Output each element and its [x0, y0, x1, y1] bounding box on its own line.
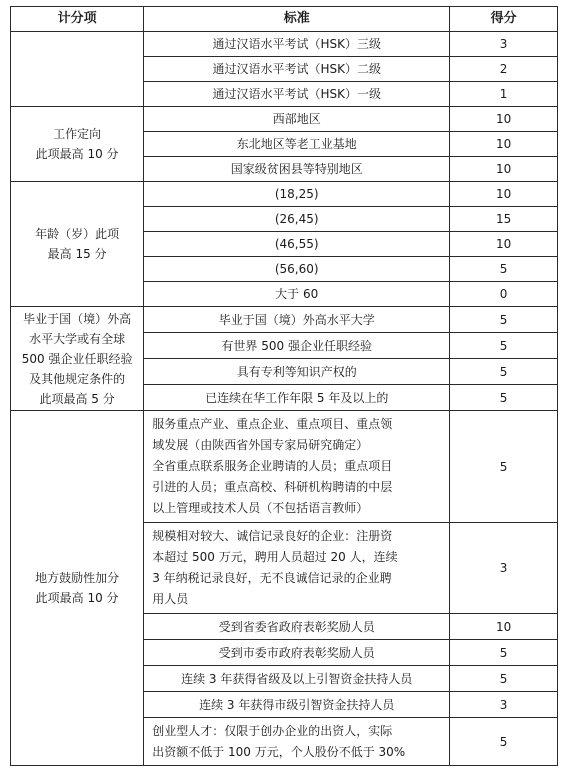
header-score: 得分 [450, 7, 558, 32]
score-cell: 10 [450, 157, 558, 182]
criteria-cell: 国家级贫困县等特别地区 [144, 157, 450, 182]
score-cell: 15 [450, 207, 558, 232]
criteria-cell: 已连续在华工作年限 5 年及以上的 [144, 385, 450, 411]
header-category: 计分项 [11, 7, 144, 32]
table-row [11, 32, 558, 57]
criteria-cell: 通过汉语水平考试（HSK）二级 [144, 57, 450, 82]
criteria-cell: 连续 3 年获得市级引智资金扶持人员 [144, 692, 450, 718]
score-cell: 5 [450, 359, 558, 385]
criteria-cell: 具有专利等知识产权的 [144, 359, 450, 385]
score-cell: 0 [450, 282, 558, 307]
table-body [11, 32, 558, 766]
score-cell: 5 [450, 411, 558, 523]
score-cell: 5 [450, 718, 558, 766]
criteria-cell: 通过汉语水平考试（HSK）一级 [144, 82, 450, 107]
score-cell: 3 [450, 692, 558, 718]
score-cell: 5 [450, 385, 558, 411]
criteria-cell: 有世界 500 强企业任职经验 [144, 333, 450, 359]
header-criteria: 标准 [144, 7, 450, 32]
criteria-cell: (46,55) [144, 232, 450, 257]
criteria-cell: 服务重点产业、重点企业、重点项目、重点领 域发展（由陕西省外国专家局研究确定） 全省重点联系服务企业聘请的人员；重点项目 引进的人员；重点高校、科研机构聘请的中层 以上管理或技术人员（不包括语言教师） [144, 411, 450, 523]
criteria-cell: 连续 3 年获得省级及以上引智资金扶持人员 [144, 666, 450, 692]
score-cell: 5 [450, 333, 558, 359]
score-cell: 5 [450, 307, 558, 333]
score-cell: 5 [450, 257, 558, 282]
criteria-cell: 规模相对较大、诚信记录良好的企业：注册资 本超过 500 万元，聘用人员超过 20 人，连续 3 年纳税记录良好，无不良诚信记录的企业聘 用人员 [144, 523, 450, 614]
scoring-table [10, 6, 558, 766]
category-cell: 毕业于国（境）外高 水平大学或有全球 500 强企业任职经验 及其他规定条件的 此项最高 5 分 [11, 307, 144, 411]
criteria-cell: 东北地区等老工业基地 [144, 132, 450, 157]
table-row [11, 107, 558, 132]
criteria-cell: 创业型人才：仅限于创办企业的出资人，实际 出资额不低于 100 万元，个人股份不低于 30% [144, 718, 450, 766]
criteria-cell: 受到省委省政府表彰奖励人员 [144, 614, 450, 640]
score-cell: 10 [450, 182, 558, 207]
category-cell [11, 32, 144, 107]
criteria-cell: 受到市委市政府表彰奖励人员 [144, 640, 450, 666]
criteria-cell: 毕业于国（境）外高水平大学 [144, 307, 450, 333]
category-cell: 地方鼓励性加分 此项最高 10 分 [11, 411, 144, 766]
score-cell: 2 [450, 57, 558, 82]
score-cell: 10 [450, 614, 558, 640]
table-row [11, 182, 558, 207]
criteria-cell: 西部地区 [144, 107, 450, 132]
score-cell: 1 [450, 82, 558, 107]
category-cell: 年龄（岁）此项 最高 15 分 [11, 182, 144, 307]
criteria-cell: (26,45) [144, 207, 450, 232]
criteria-cell: 大于 60 [144, 282, 450, 307]
score-cell: 10 [450, 107, 558, 132]
criteria-cell: 通过汉语水平考试（HSK）三级 [144, 32, 450, 57]
table-header-row [11, 7, 558, 32]
score-cell: 5 [450, 666, 558, 692]
criteria-cell: (56,60) [144, 257, 450, 282]
score-cell: 10 [450, 232, 558, 257]
score-cell: 5 [450, 640, 558, 666]
criteria-cell: (18,25) [144, 182, 450, 207]
score-cell: 10 [450, 132, 558, 157]
table-row [11, 307, 558, 333]
table-row [11, 411, 558, 523]
score-cell: 3 [450, 523, 558, 614]
category-cell: 工作定向 此项最高 10 分 [11, 107, 144, 182]
score-cell: 3 [450, 32, 558, 57]
